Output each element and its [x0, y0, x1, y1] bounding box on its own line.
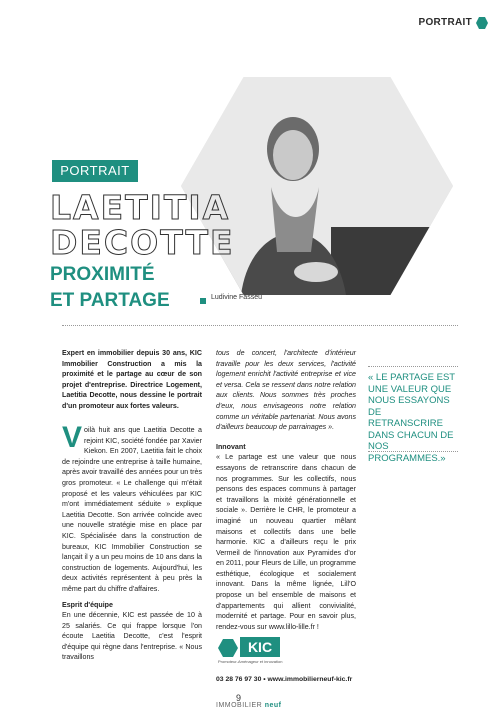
- divider: [62, 325, 458, 326]
- paragraph-3: tous de concert, l'architecte d'intérieur travaille pour les deux services, l'activité logement enrichit l'activité entreprise et vice et versa. Cela se ressent dans notre relation aux clients. Nous sommes très proches d'eux, nous envisageons notre relation comme un véritable partenariat. Nous avons d'ailleurs beaucoup de parrainages ».: [216, 349, 356, 432]
- author-name: Ludivine Fasseu: [211, 294, 262, 301]
- section-label: PORTRAIT: [418, 17, 472, 28]
- portrait-illustration: [181, 77, 453, 295]
- portrait-tag: PORTRAIT: [52, 160, 138, 182]
- magazine-name-plain: IMMOBILIER: [216, 702, 263, 709]
- hexagon-icon: [476, 17, 488, 29]
- quote-rule-top: [368, 366, 458, 367]
- article-column-1: [62, 421, 202, 663]
- subheading-innovant: Innovant: [216, 442, 246, 451]
- paragraph-2: En une décennie, KIC est passée de 10 à 25 salariés. Ce qui frappe lorsque l'on écoute Laetitia Decotte, c'est l'esprit d'équipe qui règne dans l'entreprise. « Nous travaillons: [62, 611, 202, 662]
- magazine-name-bold: neuf: [264, 702, 282, 709]
- paragraph-4: « Le partage est une valeur que nous essayons de retranscrire dans chacun de nos programmes. Sur les collectifs, nous pensons des espaces communs à partager et travaillons la mixité générationnelle et sociale ». Derrière le CHR, le promoteur a imaginé un nouveau quartier mêlant maisons et collectifs dans une belle harmonie. KIC a d'ailleurs reçu le prix Vermeil de l'innovation aux Pyramides d'or en 2011, pour Fleurs de Lille, un programme esthétique, écologique et socialement innovant. Dans la même lignée, Lill'O propose un bel ensemble de maisons et d'appartements qui allient convivialité, modernité et partage. Pour en savoir plus, rendez-vous sur www.lillo-lille.fr !: [216, 453, 356, 631]
- pull-quote: « LE PARTAGE EST UNE VALEUR QUE NOUS ESSAYONS DE RETRANSCRIRE DANS CHACUN DE NOS PROGRAMMES.»: [368, 372, 455, 464]
- article-column-2: [216, 348, 356, 632]
- kic-logo-tagline: Promoteur-Aménageur et innovation: [218, 659, 283, 664]
- person-last-name: DECOTTE: [50, 223, 235, 262]
- article-title-line2: ET PARTAGE: [50, 290, 170, 311]
- paragraph-1: oilà huit ans que Laetitia Decotte a rejoint KIC, société fondée par Xavier Kiekon. En 2007, Laetitia fait le choix de rejoindre une entreprise à taille humaine, après avoir travaillé des années pour un très gros promoteur. « Le challenge qui m'était proposé et les valeurs véhiculées par KIC m'ont immédiatement séduite » explique Laetitia Decotte. Son arrivée coïncide avec une nouvelle stratégie mise en place par KIC. Spécialisée dans la construction de bureaux, KIC Immobilier Construction se lançait il y a un peu moins de 10 ans dans la construction de logements. Aujourd'hui, les deux activités représentent à peu près la même part du chiffre d'affaires.: [62, 426, 202, 593]
- subheading-esprit-equipe: Esprit d'équipe: [62, 600, 113, 609]
- kic-logo-hex: [218, 639, 238, 657]
- page-number: 9: [236, 693, 242, 703]
- author-bullet: [200, 298, 206, 304]
- magazine-name: [216, 702, 281, 709]
- contact-info: 03 28 76 97 30 • www.immobilierneuf-kic.fr: [216, 676, 353, 683]
- person-first-name: LAETITIA: [50, 188, 231, 227]
- article-intro: Expert en immobilier depuis 30 ans, KIC Immobilier Construction a mis la proximité et le partage au cœur de son projet d'entreprise. Directrice Logement, Laetitia Decotte, nous dessine le portrait d'un promoteur aux fortes valeurs.: [62, 349, 202, 410]
- article-title-line1: PROXIMITÉ: [50, 264, 155, 285]
- kic-logo: KIC: [240, 637, 280, 657]
- quote-rule-bottom: [368, 451, 458, 452]
- drop-cap: V: [62, 421, 83, 454]
- portrait-photo: [181, 77, 453, 295]
